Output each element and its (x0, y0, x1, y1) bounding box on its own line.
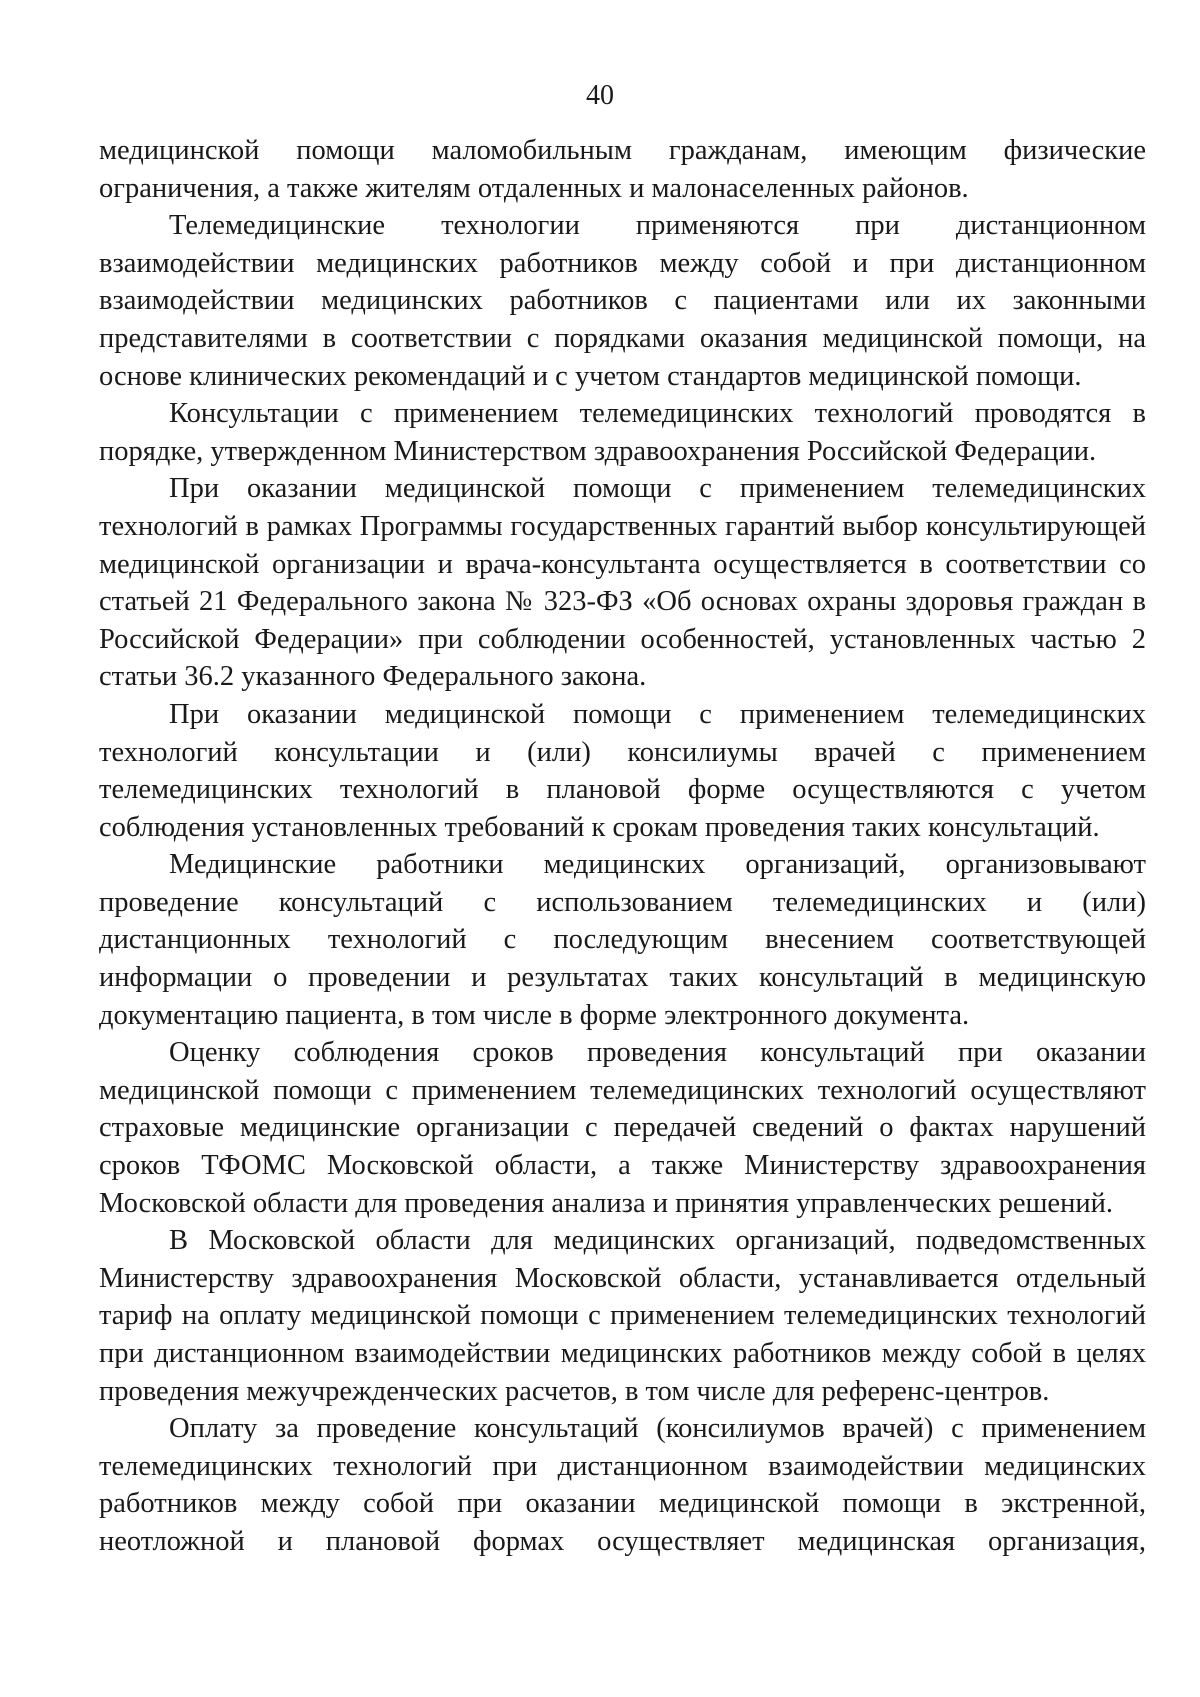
page-number: 40 (586, 80, 614, 111)
paragraph-tariff: В Московской области для медицинских организаций, подведомственных Министерству здравоохранения Московской области, устанавливается отдельный тариф на оплату медицинской помощи с применением телемедицинских технологий при дистанционном взаимодействии медицинских работников между собой в целях проведения межучрежденческих расчетов, в том числе для референс-центров. (99, 1225, 1146, 1407)
paragraph-continuation: медицинской помощи маломобильным гражданам, имеющим физические ограничения, а также жителям отдаленных и малонаселенных районов. (99, 135, 1146, 204)
paragraph-deadline-assessment: Оценку соблюдения сроков проведения консультаций при оказании медицинской помощи с применением телемедицинских технологий осуществляют страховые медицинские организации с передачей сведений о фактах нарушений сроков ТФОМС Московской области, а также Министерству здравоохранения Московской области для проведения анализа и принятия управленческих решений. (99, 1037, 1146, 1219)
paragraph-consultation-procedure: Консультации с применением телемедицинских технологий проводятся в порядке, утвержденном Министерством здравоохранения Российской Федерации. (99, 398, 1146, 467)
paragraph-medical-workers: Медицинские работники медицинских организаций, организовывают проведение консультаций с использованием телемедицинских и (или) дистанционных технологий с последующим внесением соответствующей информации о проведении и результатах таких консультаций в медицинскую документацию пациента, в том числе в форме электронного документа. (99, 849, 1146, 1031)
paragraph-planned-consultations: При оказании медицинской помощи с применением телемедицинских технологий консультации и (или) консилиумы врачей с применением телемедицинских технологий в плановой форме осуществляются с учетом соблюдения установленных требований к срокам проведения таких консультаций. (99, 698, 1146, 843)
paragraph-consultant-choice: При оказании медицинской помощи с применением телемедицинских технологий в рамках Программы государственных гарантий выбор консультирующей медицинской организации и врача-консультанта осуществляется в соответствии со статьей 21 Федерального закона № 323-ФЗ «Об основах охраны здоровья граждан в Российской Федерации» при соблюдении особенностей, установленных частью 2 статьи 36.2 указанного Федерального закона. (99, 473, 1146, 693)
paragraph-payment: Оплату за проведение консультаций (консилиумов врачей) с применением телемедицинских технологий при дистанционном взаимодействии медицинских работников между собой при оказании медицинской помощи в экстренной, неотложной и плановой формах осуществляет медицинская организация, (99, 1413, 1146, 1557)
document-body (99, 132, 1146, 1561)
paragraph-telemedicine-usage: Телемедицинские технологии применяются при дистанционном взаимодействии медицинских работников между собой и при дистанционном взаимодействии медицинских работников с пациентами или их законными представителями в соответствии с порядками оказания медицинской помощи, на основе клинических рекомендаций и с учетом стандартов медицинской помощи. (99, 210, 1146, 392)
